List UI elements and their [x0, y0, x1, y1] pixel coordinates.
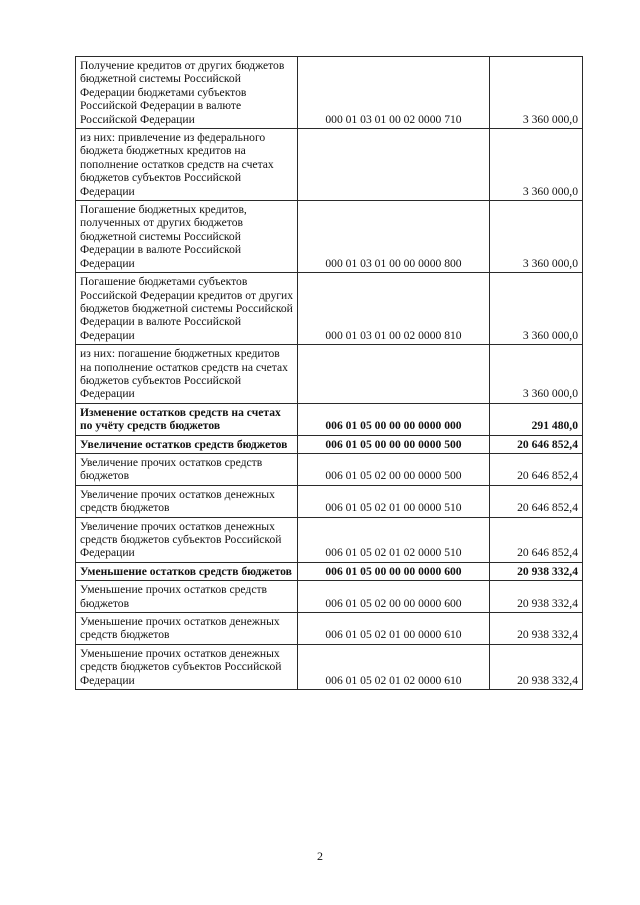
row-name-cell: Погашение бюджетами субъектов Российской Федерации кредитов от других бюджетов бюджетной системы Российской Федерации в валюте Российской Федерации	[76, 273, 298, 345]
row-name-cell: Увеличение прочих остатков денежных средств бюджетов	[76, 485, 298, 517]
row-code-cell: 006 01 05 02 01 02 0000 510	[298, 517, 490, 562]
row-code-cell: 006 01 05 00 00 00 0000 500	[298, 435, 490, 453]
row-name-cell: Увеличение прочих остатков денежных средств бюджетов субъектов Российской Федерации	[76, 517, 298, 562]
table-row	[76, 517, 583, 562]
table-row	[76, 129, 583, 201]
table-row	[76, 581, 583, 613]
row-code-cell: 006 01 05 00 00 00 0000 600	[298, 562, 490, 580]
table-row	[76, 403, 583, 435]
row-code-cell: 006 01 05 02 01 02 0000 610	[298, 644, 490, 689]
row-name-cell: Увеличение остатков средств бюджетов	[76, 435, 298, 453]
row-name-cell: Погашение бюджетных кредитов, полученных от других бюджетов бюджетной системы Российской Федерации в валюте Российской Федерации	[76, 201, 298, 273]
row-name-cell: Уменьшение остатков средств бюджетов	[76, 562, 298, 580]
row-sum-cell: 3 360 000,0	[490, 57, 583, 129]
table-row	[76, 613, 583, 645]
row-name-cell: Изменение остатков средств на счетах по учёту средств бюджетов	[76, 403, 298, 435]
row-code-cell: 006 01 05 00 00 00 0000 000	[298, 403, 490, 435]
row-sum-cell: 20 646 852,4	[490, 517, 583, 562]
row-sum-cell: 20 938 332,4	[490, 562, 583, 580]
budget-sources-table	[75, 56, 583, 690]
row-name-cell: из них: погашение бюджетных кредитов на пополнение остатков средств на счетах бюджетов субъектов Российской Федерации	[76, 345, 298, 404]
row-sum-cell: 3 360 000,0	[490, 201, 583, 273]
table-row	[76, 562, 583, 580]
row-sum-cell: 20 646 852,4	[490, 435, 583, 453]
row-code-cell: 006 01 05 02 01 00 0000 610	[298, 613, 490, 645]
row-sum-cell: 20 938 332,4	[490, 581, 583, 613]
row-name-cell: из них: привлечение из федерального бюджета бюджетных кредитов на пополнение остатков средств на счетах бюджетов субъектов Российской Федерации	[76, 129, 298, 201]
row-code-cell: 000 01 03 01 00 02 0000 710	[298, 57, 490, 129]
row-code-cell: 006 01 05 02 01 00 0000 510	[298, 485, 490, 517]
table-row	[76, 453, 583, 485]
row-name-cell: Увеличение прочих остатков средств бюджетов	[76, 453, 298, 485]
row-sum-cell: 20 646 852,4	[490, 453, 583, 485]
row-code-cell	[298, 345, 490, 404]
row-code-cell: 000 01 03 01 00 02 0000 810	[298, 273, 490, 345]
row-code-cell: 006 01 05 02 00 00 0000 600	[298, 581, 490, 613]
row-name-cell: Уменьшение прочих остатков денежных средств бюджетов субъектов Российской Федерации	[76, 644, 298, 689]
table-row	[76, 345, 583, 404]
row-sum-cell: 20 938 332,4	[490, 644, 583, 689]
row-sum-cell: 3 360 000,0	[490, 273, 583, 345]
row-name-cell: Уменьшение прочих остатков денежных средств бюджетов	[76, 613, 298, 645]
page-number: 2	[317, 849, 323, 863]
row-sum-cell: 20 938 332,4	[490, 613, 583, 645]
table-row	[76, 57, 583, 129]
table-row	[76, 485, 583, 517]
table-row	[76, 435, 583, 453]
row-code-cell	[298, 129, 490, 201]
table-body	[76, 57, 583, 690]
table-row	[76, 644, 583, 689]
row-sum-cell: 291 480,0	[490, 403, 583, 435]
table-row	[76, 273, 583, 345]
table-row	[76, 201, 583, 273]
row-code-cell: 006 01 05 02 00 00 0000 500	[298, 453, 490, 485]
row-name-cell: Получение кредитов от других бюджетов бюджетной системы Российской Федерации бюджетами субъектов Российской Федерации в валюте Российской Федерации	[76, 57, 298, 129]
row-sum-cell: 3 360 000,0	[490, 129, 583, 201]
row-sum-cell: 3 360 000,0	[490, 345, 583, 404]
row-code-cell: 000 01 03 01 00 00 0000 800	[298, 201, 490, 273]
row-name-cell: Уменьшение прочих остатков средств бюджетов	[76, 581, 298, 613]
row-sum-cell: 20 646 852,4	[490, 485, 583, 517]
